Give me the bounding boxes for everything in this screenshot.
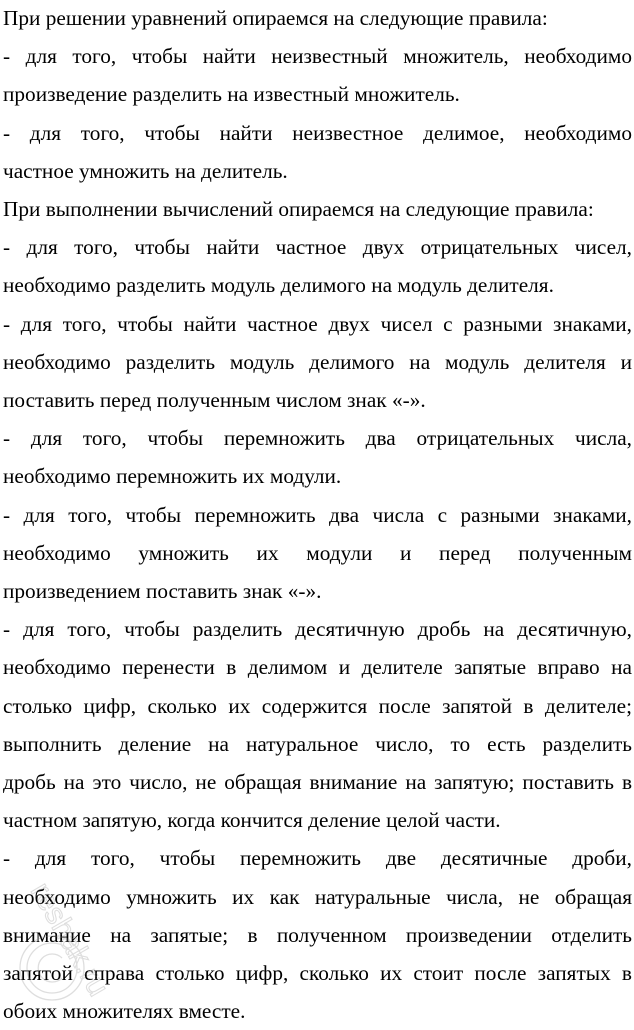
- text-line: - для того, чтобы найти неизвестный множитель, необходимо: [3, 44, 632, 69]
- text-line: столько цифр, сколько их содержится после запятой в делителе;: [3, 693, 632, 718]
- text-line: произведение разделить на известный множитель.: [3, 82, 460, 107]
- text-line: При решении уравнений опираемся на следующие правила:: [3, 6, 548, 30]
- text-line: выполнить деление на натуральное число, то есть разделить: [3, 731, 632, 756]
- section-heading-equations: [3, 0, 632, 37]
- text-line: При выполнении вычислений опираемся на следующие правила:: [3, 197, 594, 222]
- text-line: - для того, чтобы перемножить два отрицательных числа,: [3, 426, 632, 451]
- document-body: [3, 0, 632, 1030]
- text-line: - для того, чтобы перемножить два числа с разными знаками,: [3, 502, 632, 527]
- text-line: необходимо разделить модуль делимого на модуль делителя и: [3, 349, 632, 374]
- text-line: внимание на запятые; в полученном произведении отделить: [3, 922, 632, 947]
- text-line: необходимо умножить их как натуральные числа, не обращая: [3, 884, 632, 909]
- text-line: необходимо перемножить их модули.: [3, 464, 342, 489]
- text-line: - для того, чтобы найти неизвестное делимое, необходимо: [3, 120, 632, 145]
- rule-product-negatives: [3, 419, 632, 495]
- text-line: обоих множителях вместе.: [3, 999, 246, 1024]
- text-line: - для того, чтобы перемножить две десятичные дроби,: [3, 846, 632, 871]
- text-line: - для того, чтобы найти частное двух отрицательных чисел,: [3, 235, 632, 260]
- text-line: - для того, чтобы найти частное двух чисел с разными знаками,: [3, 311, 632, 336]
- rule-product-different-signs: [3, 496, 632, 611]
- rule-quotient-different-signs: [3, 305, 632, 420]
- text-line: частном запятую, когда кончится деление целой части.: [3, 808, 501, 833]
- rule-decimal-multiplication: [3, 839, 632, 1030]
- rule-decimal-division: [3, 610, 632, 839]
- text-line: дробь на это число, не обращая внимание на запятую; поставить в: [3, 770, 632, 795]
- text-line: частное умножить на делитель.: [3, 158, 288, 183]
- rule-unknown-factor: [3, 37, 632, 113]
- text-line: необходимо перенести в делимом и делителе запятые вправо на: [3, 655, 632, 680]
- text-line: поставить перед полученным числом знак «-».: [3, 388, 426, 413]
- text-line: необходимо разделить модуль делимого на модуль делителя.: [3, 273, 554, 298]
- text-line: произведением поставить знак «-».: [3, 579, 322, 604]
- rule-quotient-negatives: [3, 228, 632, 304]
- text-line: запятой справа столько цифр, сколько их стоит после запятых в: [3, 961, 632, 986]
- section-heading-calculations: [3, 190, 632, 228]
- rule-unknown-dividend: [3, 114, 632, 190]
- text-line: - для того, чтобы разделить десятичную дробь на десятичную,: [3, 617, 632, 642]
- watermark-text: reshak.ru: [23, 877, 116, 1002]
- text-line: необходимо умножить их модули и перед полученным: [3, 540, 632, 565]
